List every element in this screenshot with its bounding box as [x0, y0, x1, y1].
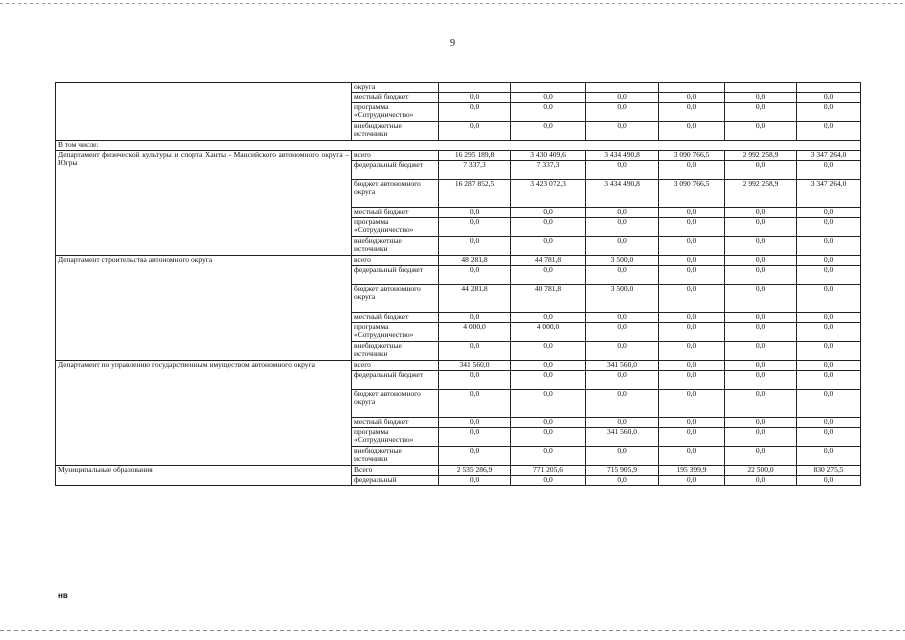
department-cell	[56, 83, 352, 141]
value-cell: 0,0	[797, 208, 861, 218]
funding-source-cell: всего	[352, 151, 439, 161]
value-cell: 0,0	[659, 218, 725, 237]
value-cell: 0,0	[725, 323, 797, 342]
value-cell: 0,0	[586, 418, 659, 428]
value-cell: 2 992 258,9	[725, 151, 797, 161]
value-cell	[586, 83, 659, 93]
value-cell: 0,0	[659, 428, 725, 447]
value-cell: 0,0	[439, 418, 511, 428]
value-cell: 0,0	[725, 418, 797, 428]
value-cell: 0,0	[439, 103, 511, 122]
value-cell: 0,0	[725, 237, 797, 256]
value-cell: 48 281,8	[439, 256, 511, 266]
value-cell: 0,0	[511, 390, 586, 418]
value-cell: 0,0	[659, 390, 725, 418]
value-cell: 830 275,5	[797, 466, 861, 476]
value-cell: 16 295 189,8	[439, 151, 511, 161]
funding-source-cell: программа «Сотрудничество»	[352, 103, 439, 122]
funding-source-cell: внебюджетные источники	[352, 237, 439, 256]
footer-mark: нв	[58, 591, 68, 600]
value-cell: 0,0	[725, 361, 797, 371]
value-cell: 0,0	[511, 237, 586, 256]
value-cell: 0,0	[586, 93, 659, 103]
value-cell: 0,0	[797, 342, 861, 361]
value-cell: 0,0	[439, 237, 511, 256]
value-cell: 0,0	[586, 371, 659, 390]
value-cell	[511, 83, 586, 93]
value-cell: 0,0	[659, 285, 725, 313]
value-cell: 0,0	[439, 447, 511, 466]
value-cell: 0,0	[797, 266, 861, 285]
value-cell: 0,0	[511, 122, 586, 141]
value-cell: 0,0	[511, 208, 586, 218]
table-row	[56, 361, 861, 371]
table-row	[56, 256, 861, 266]
table-row	[56, 466, 861, 476]
value-cell: 0,0	[725, 208, 797, 218]
funding-source-cell: федеральный	[352, 476, 439, 486]
value-cell: 0,0	[797, 390, 861, 418]
value-cell: 0,0	[725, 93, 797, 103]
scan-edge-top	[0, 3, 905, 4]
value-cell: 0,0	[586, 313, 659, 323]
funding-source-cell: федеральный бюджет	[352, 266, 439, 285]
value-cell: 4 000,0	[511, 323, 586, 342]
table-row	[56, 83, 861, 93]
value-cell: 4 000,0	[439, 323, 511, 342]
value-cell: 0,0	[511, 103, 586, 122]
value-cell: 0,0	[659, 93, 725, 103]
value-cell: 0,0	[797, 361, 861, 371]
funding-source-cell: всего	[352, 256, 439, 266]
value-cell: 0,0	[797, 285, 861, 313]
budget-table	[55, 82, 861, 486]
value-cell: 0,0	[439, 218, 511, 237]
funding-source-cell: внебюджетные источники	[352, 447, 439, 466]
value-cell: 0,0	[659, 342, 725, 361]
funding-source-cell: программа «Сотрудничество»	[352, 428, 439, 447]
value-cell: 0,0	[659, 476, 725, 486]
value-cell: 22 500,0	[725, 466, 797, 476]
value-cell: 0,0	[659, 361, 725, 371]
value-cell: 44 781,8	[511, 256, 586, 266]
value-cell: 0,0	[659, 418, 725, 428]
value-cell: 40 781,8	[511, 285, 586, 313]
value-cell: 0,0	[797, 447, 861, 466]
value-cell: 0,0	[586, 237, 659, 256]
value-cell: 0,0	[659, 266, 725, 285]
value-cell: 0,0	[586, 266, 659, 285]
funding-source-cell: бюджет автономного округа	[352, 285, 439, 313]
value-cell: 0,0	[659, 323, 725, 342]
value-cell	[725, 83, 797, 93]
value-cell: 0,0	[659, 447, 725, 466]
value-cell: 0,0	[659, 161, 725, 180]
table-row	[56, 151, 861, 161]
value-cell: 341 560,0	[586, 361, 659, 371]
funding-source-cell: внебюджетные источники	[352, 342, 439, 361]
value-cell: 0,0	[439, 342, 511, 361]
value-cell: 7 337,3	[439, 161, 511, 180]
funding-source-cell: федеральный бюджет	[352, 371, 439, 390]
value-cell: 0,0	[797, 323, 861, 342]
value-cell: 0,0	[797, 476, 861, 486]
value-cell: 0,0	[797, 237, 861, 256]
funding-source-cell: всего	[352, 361, 439, 371]
value-cell: 0,0	[725, 342, 797, 361]
funding-source-cell: внебюджетные источники	[352, 122, 439, 141]
value-cell	[439, 83, 511, 93]
value-cell: 0,0	[797, 93, 861, 103]
value-cell: 3 434 490,8	[586, 151, 659, 161]
value-cell: 0,0	[725, 122, 797, 141]
value-cell: 3 347 264,0	[797, 180, 861, 208]
value-cell: 7 337,3	[511, 161, 586, 180]
value-cell: 0,0	[511, 361, 586, 371]
value-cell: 2 992 258,9	[725, 180, 797, 208]
value-cell: 2 535 286,9	[439, 466, 511, 476]
funding-source-cell: бюджет автономного округа	[352, 180, 439, 208]
value-cell: 0,0	[725, 103, 797, 122]
value-cell: 0,0	[511, 476, 586, 486]
funding-source-cell: программа «Сотрудничество»	[352, 323, 439, 342]
value-cell: 3 500,0	[586, 256, 659, 266]
value-cell: 44 281,8	[439, 285, 511, 313]
value-cell: 195 399,9	[659, 466, 725, 476]
value-cell: 0,0	[797, 161, 861, 180]
department-cell: Департамент по управлению государственным имуществом автономного округа	[56, 361, 352, 466]
page-number: 9	[450, 38, 455, 49]
value-cell: 0,0	[511, 266, 586, 285]
value-cell: 0,0	[586, 447, 659, 466]
value-cell: 0,0	[659, 313, 725, 323]
value-cell: 0,0	[586, 161, 659, 180]
value-cell: 0,0	[586, 476, 659, 486]
section-label: В том числе:	[56, 141, 861, 151]
value-cell: 0,0	[797, 371, 861, 390]
value-cell: 0,0	[797, 122, 861, 141]
value-cell: 0,0	[725, 285, 797, 313]
value-cell: 0,0	[725, 313, 797, 323]
value-cell: 0,0	[725, 428, 797, 447]
value-cell: 0,0	[586, 103, 659, 122]
value-cell: 0,0	[439, 122, 511, 141]
value-cell: 0,0	[586, 323, 659, 342]
value-cell: 0,0	[511, 93, 586, 103]
funding-source-cell: местный бюджет	[352, 93, 439, 103]
value-cell: 0,0	[439, 476, 511, 486]
value-cell: 0,0	[439, 93, 511, 103]
funding-source-cell: местный бюджет	[352, 418, 439, 428]
value-cell: 0,0	[586, 208, 659, 218]
department-cell: Департамент физической культуры и спорта Ханты - Мансийского автономного округа – Югры	[56, 151, 352, 256]
value-cell: 0,0	[439, 208, 511, 218]
value-cell: 715 905,9	[586, 466, 659, 476]
value-cell: 0,0	[586, 218, 659, 237]
value-cell: 0,0	[511, 313, 586, 323]
value-cell: 771 205,6	[511, 466, 586, 476]
value-cell: 3 090 766,5	[659, 151, 725, 161]
funding-source-cell: бюджет автономного округа	[352, 390, 439, 418]
value-cell: 0,0	[797, 428, 861, 447]
department-cell: Муниципальные образования	[56, 466, 352, 486]
value-cell: 0,0	[511, 428, 586, 447]
value-cell: 3 423 072,3	[511, 180, 586, 208]
funding-source-cell: округа	[352, 83, 439, 93]
table-row	[56, 141, 861, 151]
value-cell: 0,0	[511, 342, 586, 361]
value-cell: 0,0	[659, 208, 725, 218]
value-cell: 0,0	[659, 237, 725, 256]
value-cell: 0,0	[725, 390, 797, 418]
value-cell: 0,0	[797, 103, 861, 122]
value-cell: 0,0	[725, 371, 797, 390]
value-cell: 0,0	[797, 218, 861, 237]
value-cell: 0,0	[797, 418, 861, 428]
value-cell: 3 090 766,5	[659, 180, 725, 208]
value-cell: 0,0	[725, 476, 797, 486]
value-cell: 0,0	[511, 218, 586, 237]
value-cell: 341 560,0	[586, 428, 659, 447]
value-cell	[797, 83, 861, 93]
value-cell: 0,0	[725, 218, 797, 237]
value-cell: 0,0	[439, 390, 511, 418]
value-cell: 0,0	[511, 418, 586, 428]
value-cell: 3 347 264,0	[797, 151, 861, 161]
value-cell: 0,0	[725, 161, 797, 180]
value-cell: 0,0	[725, 256, 797, 266]
value-cell: 0,0	[725, 447, 797, 466]
funding-source-cell: федеральный бюджет	[352, 161, 439, 180]
value-cell: 3 430 409,6	[511, 151, 586, 161]
value-cell: 0,0	[586, 390, 659, 418]
value-cell: 0,0	[439, 371, 511, 390]
department-cell: Департамент строительства автономного округа	[56, 256, 352, 361]
funding-source-cell: программа «Сотрудничество»	[352, 218, 439, 237]
value-cell: 3 434 490,8	[586, 180, 659, 208]
value-cell: 0,0	[586, 122, 659, 141]
funding-source-cell: местный бюджет	[352, 313, 439, 323]
value-cell: 0,0	[659, 256, 725, 266]
value-cell: 0,0	[659, 371, 725, 390]
value-cell: 0,0	[659, 103, 725, 122]
value-cell: 341 560,0	[439, 361, 511, 371]
value-cell: 0,0	[797, 256, 861, 266]
value-cell: 0,0	[439, 266, 511, 285]
value-cell: 0,0	[586, 342, 659, 361]
value-cell: 0,0	[439, 313, 511, 323]
value-cell: 0,0	[511, 447, 586, 466]
value-cell: 0,0	[511, 371, 586, 390]
scan-edge-bottom	[0, 630, 905, 631]
value-cell: 0,0	[659, 122, 725, 141]
value-cell: 0,0	[725, 266, 797, 285]
value-cell: 0,0	[797, 313, 861, 323]
funding-source-cell: Всего	[352, 466, 439, 476]
funding-source-cell: местный бюджет	[352, 208, 439, 218]
value-cell: 3 500,0	[586, 285, 659, 313]
value-cell: 16 287 852,5	[439, 180, 511, 208]
value-cell	[659, 83, 725, 93]
value-cell: 0,0	[439, 428, 511, 447]
